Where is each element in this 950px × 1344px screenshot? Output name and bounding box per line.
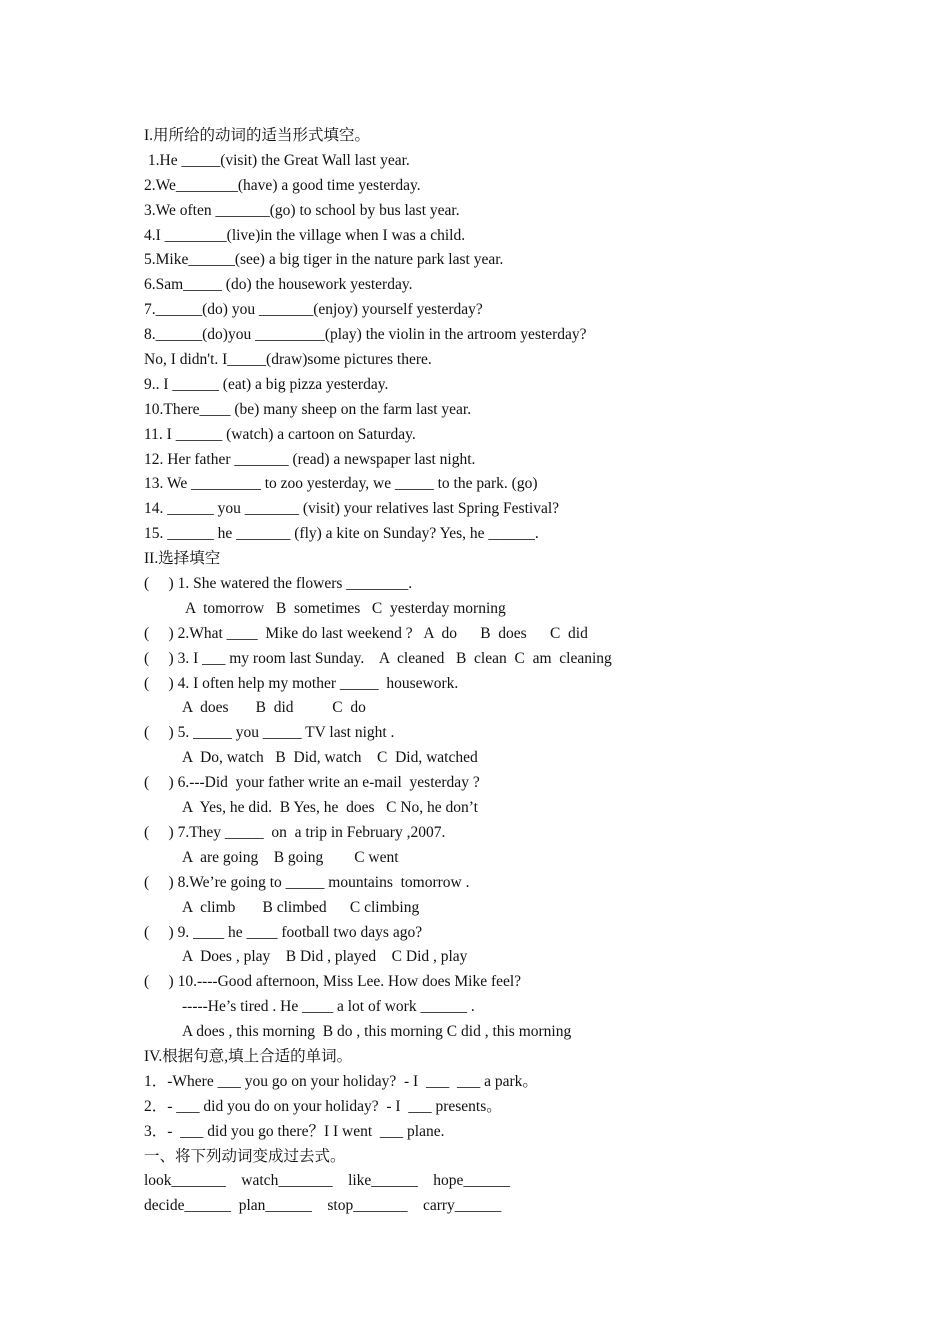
choice-options: A Do, watch B Did, watch C Did, watched (182, 749, 478, 767)
fill-item: 11. I ______ (watch) a cartoon on Saturday. (144, 425, 416, 443)
choice-question: ( ) 4. I often help my mother _____ housework. (144, 674, 459, 692)
fill-item: 12. Her father _______ (read) a newspaper last night. (144, 450, 476, 468)
choice-question: ( ) 9. ____ he ____ football two days ago? (144, 923, 423, 941)
fill-item: 4.I ________(live)in the village when I was a child. (144, 226, 466, 244)
choice-question: ( ) 3. I ___ my room last Sunday. A cleaned B clean C am cleaning (144, 649, 612, 667)
fill-item: 1.He _____(visit) the Great Wall last year. (144, 151, 410, 169)
choice-options: A does B did C do (182, 699, 366, 717)
fill-item: 10.There____ (be) many sheep on the farm last year. (144, 400, 472, 418)
fill-item: 14. ______ you _______ (visit) your relatives last Spring Festival? (144, 500, 560, 518)
section-2-heading: II.选择填空 (144, 550, 221, 568)
word-fill-item: 3．- ___ did you go there？I I went ___ plane. (144, 1122, 445, 1140)
choice-question: ( ) 8.We’re going to _____ mountains tomorrow . (144, 873, 470, 891)
fill-item: 3.We often _______(go) to school by bus last year. (144, 201, 460, 219)
choice-question: ( ) 2.What ____ Mike do last weekend ? A do B does C did (144, 624, 588, 642)
choice-question: ( ) 6.---Did your father write an e-mail yesterday ? (144, 774, 480, 792)
choice-question: ( ) 7.They _____ on a trip in February ,2007. (144, 823, 446, 841)
worksheet (144, 124, 864, 1219)
choice-options: A climb B climbed C climbing (182, 898, 420, 916)
fill-item: 8.______(do)you _________(play) the violin in the artroom yesterday? (144, 326, 587, 344)
word-fill-item: 1．-Where ___ you go on your holiday? - I ___ ___ a park。 (144, 1072, 538, 1090)
choice-question-continued: -----He’s tired . He ____ a lot of work ______ . (182, 998, 475, 1016)
fill-item: 13. We _________ to zoo yesterday, we _____ to the park. (go) (144, 475, 538, 493)
past-tense-row: decide______ plan______ stop_______ carry______ (144, 1197, 502, 1215)
past-tense-row: look_______ watch_______ like______ hope______ (144, 1172, 510, 1190)
fill-item: 9.. I ______ (eat) a big pizza yesterday. (144, 375, 389, 393)
fill-item-answer: No, I didn't. I_____(draw)some pictures there. (144, 351, 432, 369)
fill-item: 15. ______ he _______ (fly) a kite on Sunday? Yes, he ______. (144, 525, 539, 543)
section-4-heading: IV.根据句意,填上合适的单词。 (144, 1047, 353, 1065)
choice-options: A does , this morning B do , this morning C did , this morning (182, 1023, 572, 1041)
choice-question: ( ) 5. _____ you _____ TV last night . (144, 724, 395, 742)
choice-options: A Does , play B Did , played C Did , play (182, 948, 468, 966)
section-5-heading: 一、将下列动词变成过去式。 (144, 1147, 346, 1165)
fill-item: 5.Mike______(see) a big tiger in the nature park last year. (144, 251, 504, 269)
fill-item: 6.Sam_____ (do) the housework yesterday. (144, 276, 413, 294)
choice-question: ( ) 10.----Good afternoon, Miss Lee. How does Mike feel? (144, 973, 522, 991)
choice-question: ( ) 1. She watered the flowers ________. (144, 575, 413, 593)
word-fill-item: 2．- ___ did you do on your holiday? - I ___ presents。 (144, 1097, 502, 1115)
choice-options: A are going B going C went (182, 848, 399, 866)
choice-options: A tomorrow B sometimes C yesterday morning (182, 599, 506, 617)
fill-item: 2.We________(have) a good time yesterday. (144, 176, 421, 194)
section-1-heading: I.用所给的动词的适当形式填空。 (144, 127, 371, 144)
choice-options: A Yes, he did. B Yes, he does C No, he don’t (182, 799, 478, 817)
fill-item: 7.______(do) you _______(enjoy) yourself yesterday? (144, 301, 483, 319)
